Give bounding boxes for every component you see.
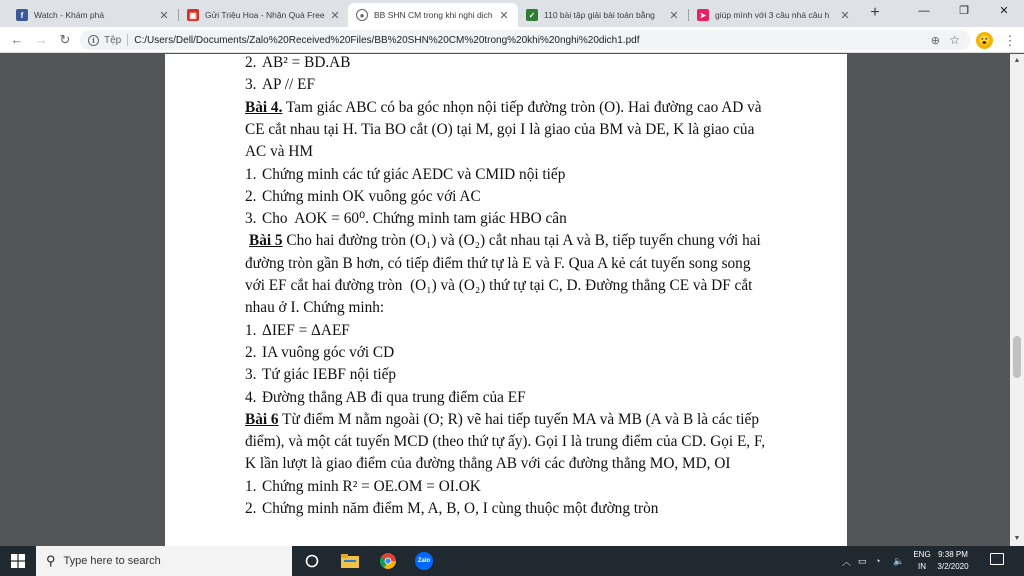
zalo-icon[interactable] (412, 549, 436, 573)
list-number: 3. (245, 366, 257, 384)
text-line: CE cắt nhau tại H. Tia BO cắt (O) tại M, gọi I là giao của BM và DE, K là giao của (245, 120, 755, 138)
list-number: 3. (245, 76, 257, 94)
exercise-label: Bài 4. (245, 98, 283, 116)
windows-start-button[interactable] (0, 546, 36, 576)
taskbar-search[interactable] (36, 546, 292, 576)
exercise-label: Bài 5 (249, 232, 283, 250)
taskbar (0, 546, 1024, 576)
chrome-icon[interactable] (376, 549, 400, 573)
exercise-heading-line (245, 411, 759, 429)
tab-title: Gửi Triệu Hoa - Nhận Quà Free (205, 10, 325, 20)
list-item (245, 478, 481, 496)
list-text: Tứ giác IEBF nội tiếp (262, 366, 397, 384)
text-line: K lần lượt là giao điểm của đường thẳng AB với các đường thẳng MO, MD, OI (245, 455, 731, 473)
minimize-button[interactable]: — (918, 5, 930, 17)
list-item (245, 188, 481, 206)
list-text: Chứng minh năm điểm M, A, B, O, I cùng thuộc một đường tròn (262, 500, 659, 517)
language-code: ENG (913, 550, 931, 559)
list-item (245, 389, 526, 407)
clock-time: 9:38 PM (938, 550, 968, 559)
scrollbar-thumb[interactable] (1013, 336, 1021, 378)
pdf-page (165, 54, 847, 546)
profile-avatar-icon[interactable]: 😮 (976, 32, 993, 49)
tab-title: Watch - Khám phá (34, 10, 105, 20)
list-number: 2. (245, 500, 257, 517)
hoidap-icon: ✓ (526, 9, 538, 21)
list-number: 1. (245, 477, 257, 495)
tab-title: 110 bài tập giải bài toán bằng (544, 10, 655, 20)
list-text: AP // EF (262, 76, 315, 94)
battery-icon[interactable]: ▭ (858, 555, 867, 566)
scrollbar[interactable] (1010, 54, 1024, 546)
url-scheme: Tệp (104, 34, 122, 46)
list-number: 2. (245, 54, 257, 71)
globe-icon: ● (356, 9, 368, 21)
wifi-icon[interactable]: ◔ (875, 556, 881, 566)
clock-date: 3/2/2020 (937, 562, 969, 571)
text-line: đường tròn gần B hơn, có tiếp điểm thứ tự là E và F. Qua A kẻ cát tuyến song song (245, 254, 751, 272)
text-line: với EF cắt hai đường tròn (O₁) và (O₂) thứ tự tại C, D. Đường thẳng CE và DF cắt (245, 277, 753, 294)
pdf-viewer (0, 54, 1024, 546)
exercise-text: Tam giác ABC có ba góc nhọn nội tiếp đường tròn (O). Hai đường cao AD và (282, 98, 762, 116)
url-text[interactable]: C:/Users/Dell/Documents/Zalo%20Received%20Files/BB%20SHN%20CM%20trong%20khi%20nghi%20dich1.pdf (134, 34, 640, 46)
forward-arrow-icon[interactable]: → (34, 32, 48, 47)
hoc24-icon: ➤ (697, 9, 709, 21)
exercise-text: Từ điểm M nằm ngoài (O; R) vẽ hai tiếp tuyến MA và MB (A và B là các tiếp (278, 410, 759, 428)
list-item (245, 54, 350, 72)
game-icon: ▣ (187, 9, 199, 21)
exercise-heading-line (249, 232, 761, 250)
list-text: Chứng minh các tứ giác AEDC và CMID nội tiếp (262, 165, 566, 183)
file-explorer-icon[interactable] (338, 549, 362, 573)
menu-kebab-icon[interactable]: ⋮ (1003, 33, 1017, 48)
tab-watch[interactable] (8, 3, 178, 27)
restore-button[interactable]: ❐ (959, 5, 969, 17)
tab-game[interactable] (179, 3, 349, 27)
list-text: Chứng minh R² = OE.OM = OI.OK (262, 477, 481, 495)
list-text: ΔIEF = ΔAEF (262, 321, 350, 339)
close-tab-icon[interactable]: ✕ (840, 9, 850, 22)
notification-center-icon[interactable] (990, 553, 1004, 565)
close-tab-icon[interactable]: ✕ (669, 9, 679, 22)
new-tab-button[interactable]: + (870, 4, 880, 21)
close-tab-icon[interactable]: ✕ (499, 9, 509, 22)
list-text: Chứng minh OK vuông góc với AC (262, 187, 481, 205)
reload-icon[interactable]: ↻ (59, 32, 71, 47)
browser-toolbar (0, 27, 1024, 53)
omnibox-divider (127, 34, 128, 46)
list-item (245, 500, 658, 518)
facebook-icon: f (16, 9, 28, 21)
list-item (245, 210, 567, 228)
cortana-icon[interactable] (300, 549, 324, 573)
zoom-icon[interactable]: ⊕ (930, 34, 940, 47)
exercise-label: Bài 6 (245, 410, 279, 428)
info-icon[interactable]: i (88, 35, 99, 46)
list-number: 3. (245, 210, 257, 228)
tab-strip (0, 0, 1024, 27)
close-window-button[interactable]: ✕ (999, 5, 1009, 17)
list-number: 4. (245, 388, 257, 406)
tab-hoidap[interactable] (518, 3, 688, 27)
text-line: AC và HM (245, 143, 313, 161)
list-number: 2. (245, 343, 257, 361)
search-icon: ⚲ (46, 553, 56, 568)
exercise-heading-line (245, 99, 762, 117)
bookmark-star-icon[interactable]: ☆ (949, 33, 960, 47)
list-item (245, 366, 396, 384)
list-text: Cho AOK = 60⁰. Chứng minh tam giác HBO cân (262, 210, 567, 228)
list-text: Đường thẳng AB đi qua trung điểm của EF (262, 388, 526, 406)
list-number: 1. (245, 321, 257, 339)
address-bar[interactable] (80, 30, 970, 50)
list-item (245, 76, 315, 94)
list-text: AB² = BD.AB (262, 54, 351, 71)
list-item (245, 344, 394, 362)
list-number: 1. (245, 165, 257, 183)
list-item (245, 322, 350, 340)
scroll-down-icon[interactable]: ▼ (1013, 535, 1021, 542)
tab-hoc24[interactable] (689, 3, 859, 27)
zalo-badge: Zalo (415, 552, 433, 570)
system-clock[interactable] (928, 549, 978, 573)
close-tab-icon[interactable]: ✕ (159, 9, 169, 22)
tab-title: giúp mình với 3 câu nhá câu h (715, 10, 830, 20)
tab-pdf-active[interactable] (348, 3, 518, 27)
back-arrow-icon[interactable]: ← (10, 32, 24, 47)
close-tab-icon[interactable]: ✕ (330, 9, 340, 22)
volume-icon[interactable]: 🔈 (893, 555, 905, 566)
search-placeholder: Type here to search (63, 555, 161, 567)
windows-logo-icon (11, 554, 25, 568)
text-line: nhau ở I. Chứng minh: (245, 299, 385, 317)
tray-chevron-icon[interactable]: ︿ (842, 556, 852, 567)
scroll-up-icon[interactable]: ▲ (1013, 57, 1021, 64)
exercise-text: Cho hai đường tròn (O₁) và (O₂) cắt nhau tại A và B, tiếp tuyến chung với hai (282, 232, 761, 250)
list-item (245, 166, 565, 184)
list-text: IA vuông góc với CD (262, 343, 395, 361)
tab-title: BB SHN CM trong khi nghi dịch (374, 10, 493, 20)
list-number: 2. (245, 187, 257, 205)
text-line: điểm), và một cát tuyến MCD (theo thứ tự ấy). Gọi I là trung điểm của CD. Gọi E, F, (245, 433, 766, 451)
region-code: IN (918, 562, 926, 571)
